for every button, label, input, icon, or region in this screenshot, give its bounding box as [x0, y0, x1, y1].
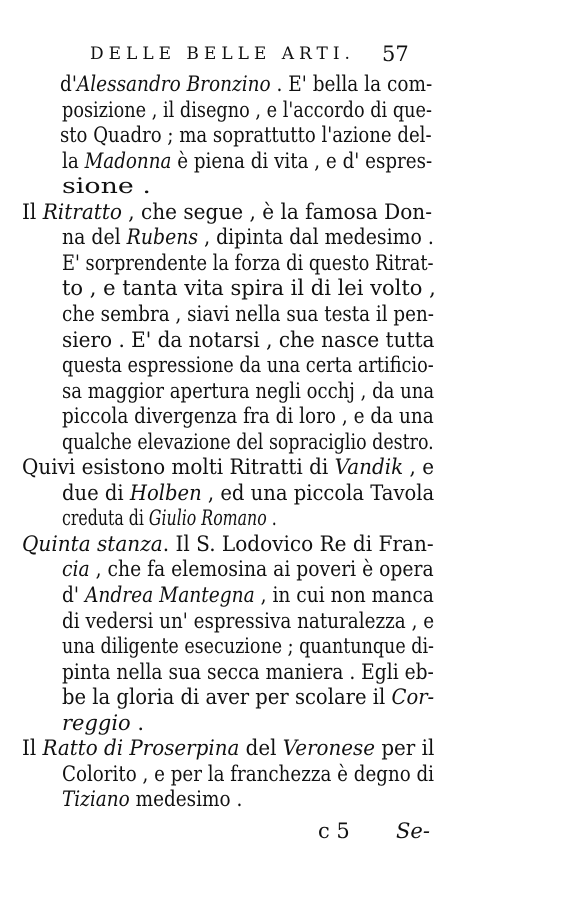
text-segment: per il — [375, 736, 435, 762]
text-segment: del — [239, 736, 283, 762]
text-segment: la — [62, 148, 85, 174]
text-segment: una diligente esecuzione ; quantunque di- — [62, 634, 434, 660]
text-segment: pinta nella sua secca maniera . Egli eb- — [62, 659, 434, 685]
italic-segment: Veronese — [282, 736, 376, 762]
text-line — [62, 783, 242, 817]
text-segment: , che segue , è la famosa Don- — [121, 199, 432, 225]
text-segment: siero . E' da notarsi , che nasce tutta — [62, 327, 435, 353]
text-segment: . — [130, 710, 145, 736]
text-segment: to , e tanta vita spira il di lei volto , — [62, 276, 436, 302]
running-head-title: DELLE BELLE ARTI. — [90, 44, 355, 64]
italic-segment: Holben — [129, 480, 202, 506]
italic-segment: Andrea Mantegna — [84, 583, 255, 608]
text-segment: Il — [22, 736, 43, 762]
italic-segment: Vandik — [334, 455, 404, 481]
italic-segment: Ratto di Proserpina — [42, 736, 240, 762]
text-segment: E' sorprendente la forza di questo Ritrat- — [62, 250, 434, 276]
text-segment: questa espressione da una certa artificio- — [62, 353, 434, 379]
text-segment: be la gloria di aver per scolare il — [62, 685, 392, 711]
page-number: 57 — [382, 42, 409, 66]
italic-segment: Cor- — [391, 685, 435, 711]
italic-segment: reggio — [62, 710, 131, 736]
text-segment: , dipinta dal medesimo . — [198, 225, 434, 251]
italic-segment: Ritratto — [42, 199, 122, 225]
italic-segment: Rubens — [126, 225, 199, 251]
text-segment: medesimo . — [129, 787, 243, 813]
text-segment: na del — [62, 225, 127, 251]
text-segment: d' — [62, 583, 85, 608]
text-segment: . E' bella la com- — [270, 72, 433, 97]
italic-segment: cia — [62, 557, 90, 583]
text-segment: d' — [60, 72, 77, 97]
text-segment: è piena di vita , e d' espres- — [171, 148, 433, 174]
text-segment: creduta di — [62, 506, 149, 532]
text-segment: sione . — [62, 174, 151, 200]
text-segment: , in cui non manca — [254, 583, 434, 608]
catchword: Se- — [396, 819, 430, 843]
text-segment: Colorito , e per la franchezza è degno di — [62, 761, 435, 787]
text-segment: due di — [62, 480, 130, 506]
text-segment: che sembra , siavi nella sua testa il pen- — [62, 301, 434, 327]
italic-segment: Giulio Romano — [148, 506, 267, 532]
text-segment: piccola divergenza fra di loro , e da una — [62, 404, 434, 430]
text-segment: Il — [22, 199, 43, 225]
text-segment: , ed una piccola Tavola — [201, 480, 435, 506]
text-segment: sto Quadro ; ma soprattutto l'azione del- — [60, 123, 432, 149]
italic-segment: Quinta stanza — [22, 531, 163, 557]
italic-segment: Tiziano — [62, 787, 130, 813]
italic-segment: Alessandro Bronzino — [76, 72, 271, 97]
text-segment: posizione , il disegno , e l'accordo di que- — [62, 97, 432, 123]
text-segment: . Il S. Lodovico Re di Fran- — [162, 531, 434, 557]
text-segment: , che fa elemosina ai poveri è opera — [89, 557, 434, 583]
text-segment: , e — [403, 455, 435, 481]
text-segment: Quivi esistono molti Ritratti di — [22, 455, 335, 481]
signature-mark: c 5 — [318, 819, 350, 843]
text-segment: sa maggior apertura negli occhj , da una — [62, 378, 435, 404]
footer-line — [0, 814, 567, 848]
italic-segment: Madonna — [84, 148, 172, 174]
text-segment: . — [266, 506, 277, 532]
text-segment: di vedersi un' espressiva naturalezza , e — [62, 608, 435, 634]
text-segment: qualche elevazione del sopraciglio destro. — [62, 429, 434, 455]
